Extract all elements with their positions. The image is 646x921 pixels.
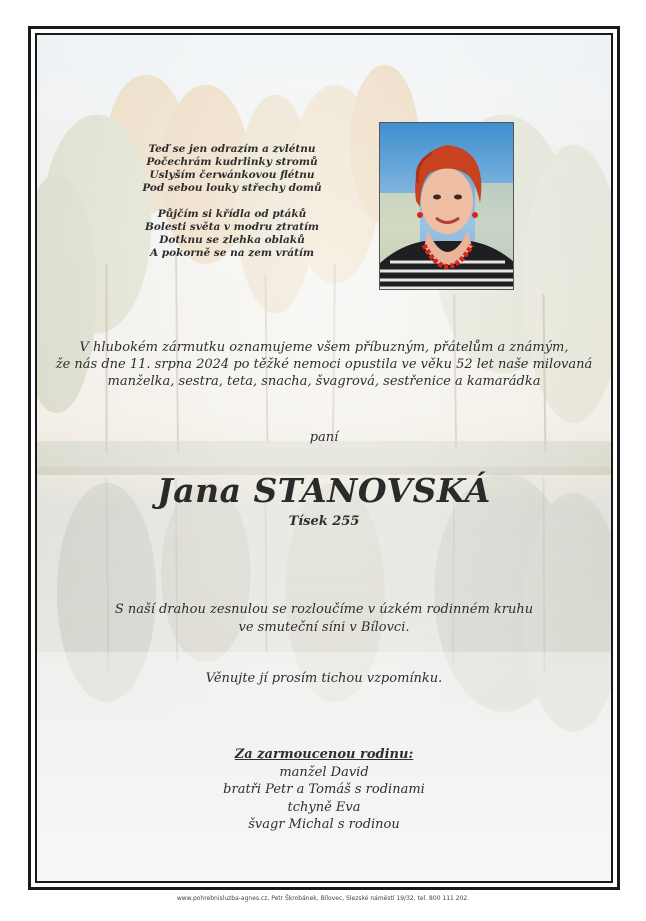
poem-line: Půjčím si křídla od ptáků	[157, 208, 307, 220]
family-signature	[37, 746, 611, 834]
deceased-address: Tísek 255	[288, 514, 360, 529]
family-member: tchyně Eva	[287, 799, 361, 815]
poem-line: Počechrám kudrlinky stromů	[146, 156, 318, 168]
poem-line: A pokorně se na zem vrátím	[149, 247, 315, 259]
family-member: manžel David	[279, 764, 369, 780]
announcement-line: V hlubokém zármutku oznamujeme všem příbuzným, přátelům a známým,	[79, 340, 569, 355]
poem-line: Uslyším čerwánkovou flétnu	[149, 169, 315, 181]
family-member: švagr Michal s rodinou	[248, 817, 400, 832]
portrait-icon	[380, 123, 514, 290]
farewell-line: ve smuteční síni v Bílovci.	[238, 620, 410, 635]
funeral-service-footer: www.pohrebnisluzba-agnes.cz, Petr Škrobánek, Bílovec, Slezské náměstí 19/32, tel. 800 111 202.	[176, 895, 470, 902]
poem-line: Teď se jen odrazím a zvlétnu	[148, 143, 316, 155]
poem-line: Dotknu se zlehka oblaků	[159, 234, 305, 246]
memory-request: Věnujte jí prosím tichou vzpomínku.	[205, 671, 443, 686]
portrait-photo	[379, 122, 514, 290]
announcement-line: manželka, sestra, teta, snacha, švagrová, sestřenice a kamarádka	[107, 374, 541, 389]
family-member: bratři Petr a Tomáš s rodinami	[223, 782, 425, 797]
deceased-name: Jana STANOVSKÁ	[157, 471, 491, 510]
poem-line: Pod sebou louky střechy domů	[142, 182, 322, 194]
notice-content	[37, 35, 611, 881]
announcement	[37, 339, 611, 390]
announcement-line: že nás dne 11. srpna 2024 po těžké nemoci opustila ve věku 52 let naše milovaná	[55, 357, 593, 372]
farewell-line: S naší drahou zesnulou se rozloučíme v úzkém rodinném kruhu	[114, 602, 534, 617]
honorific: paní	[309, 430, 339, 445]
poem	[132, 143, 332, 260]
poem-line: Bolesti světa v modru ztratím	[144, 221, 320, 233]
inner-frame	[35, 33, 613, 883]
family-heading: Za zarmoucenou rodinu:	[234, 747, 414, 762]
farewell-text	[37, 601, 611, 637]
